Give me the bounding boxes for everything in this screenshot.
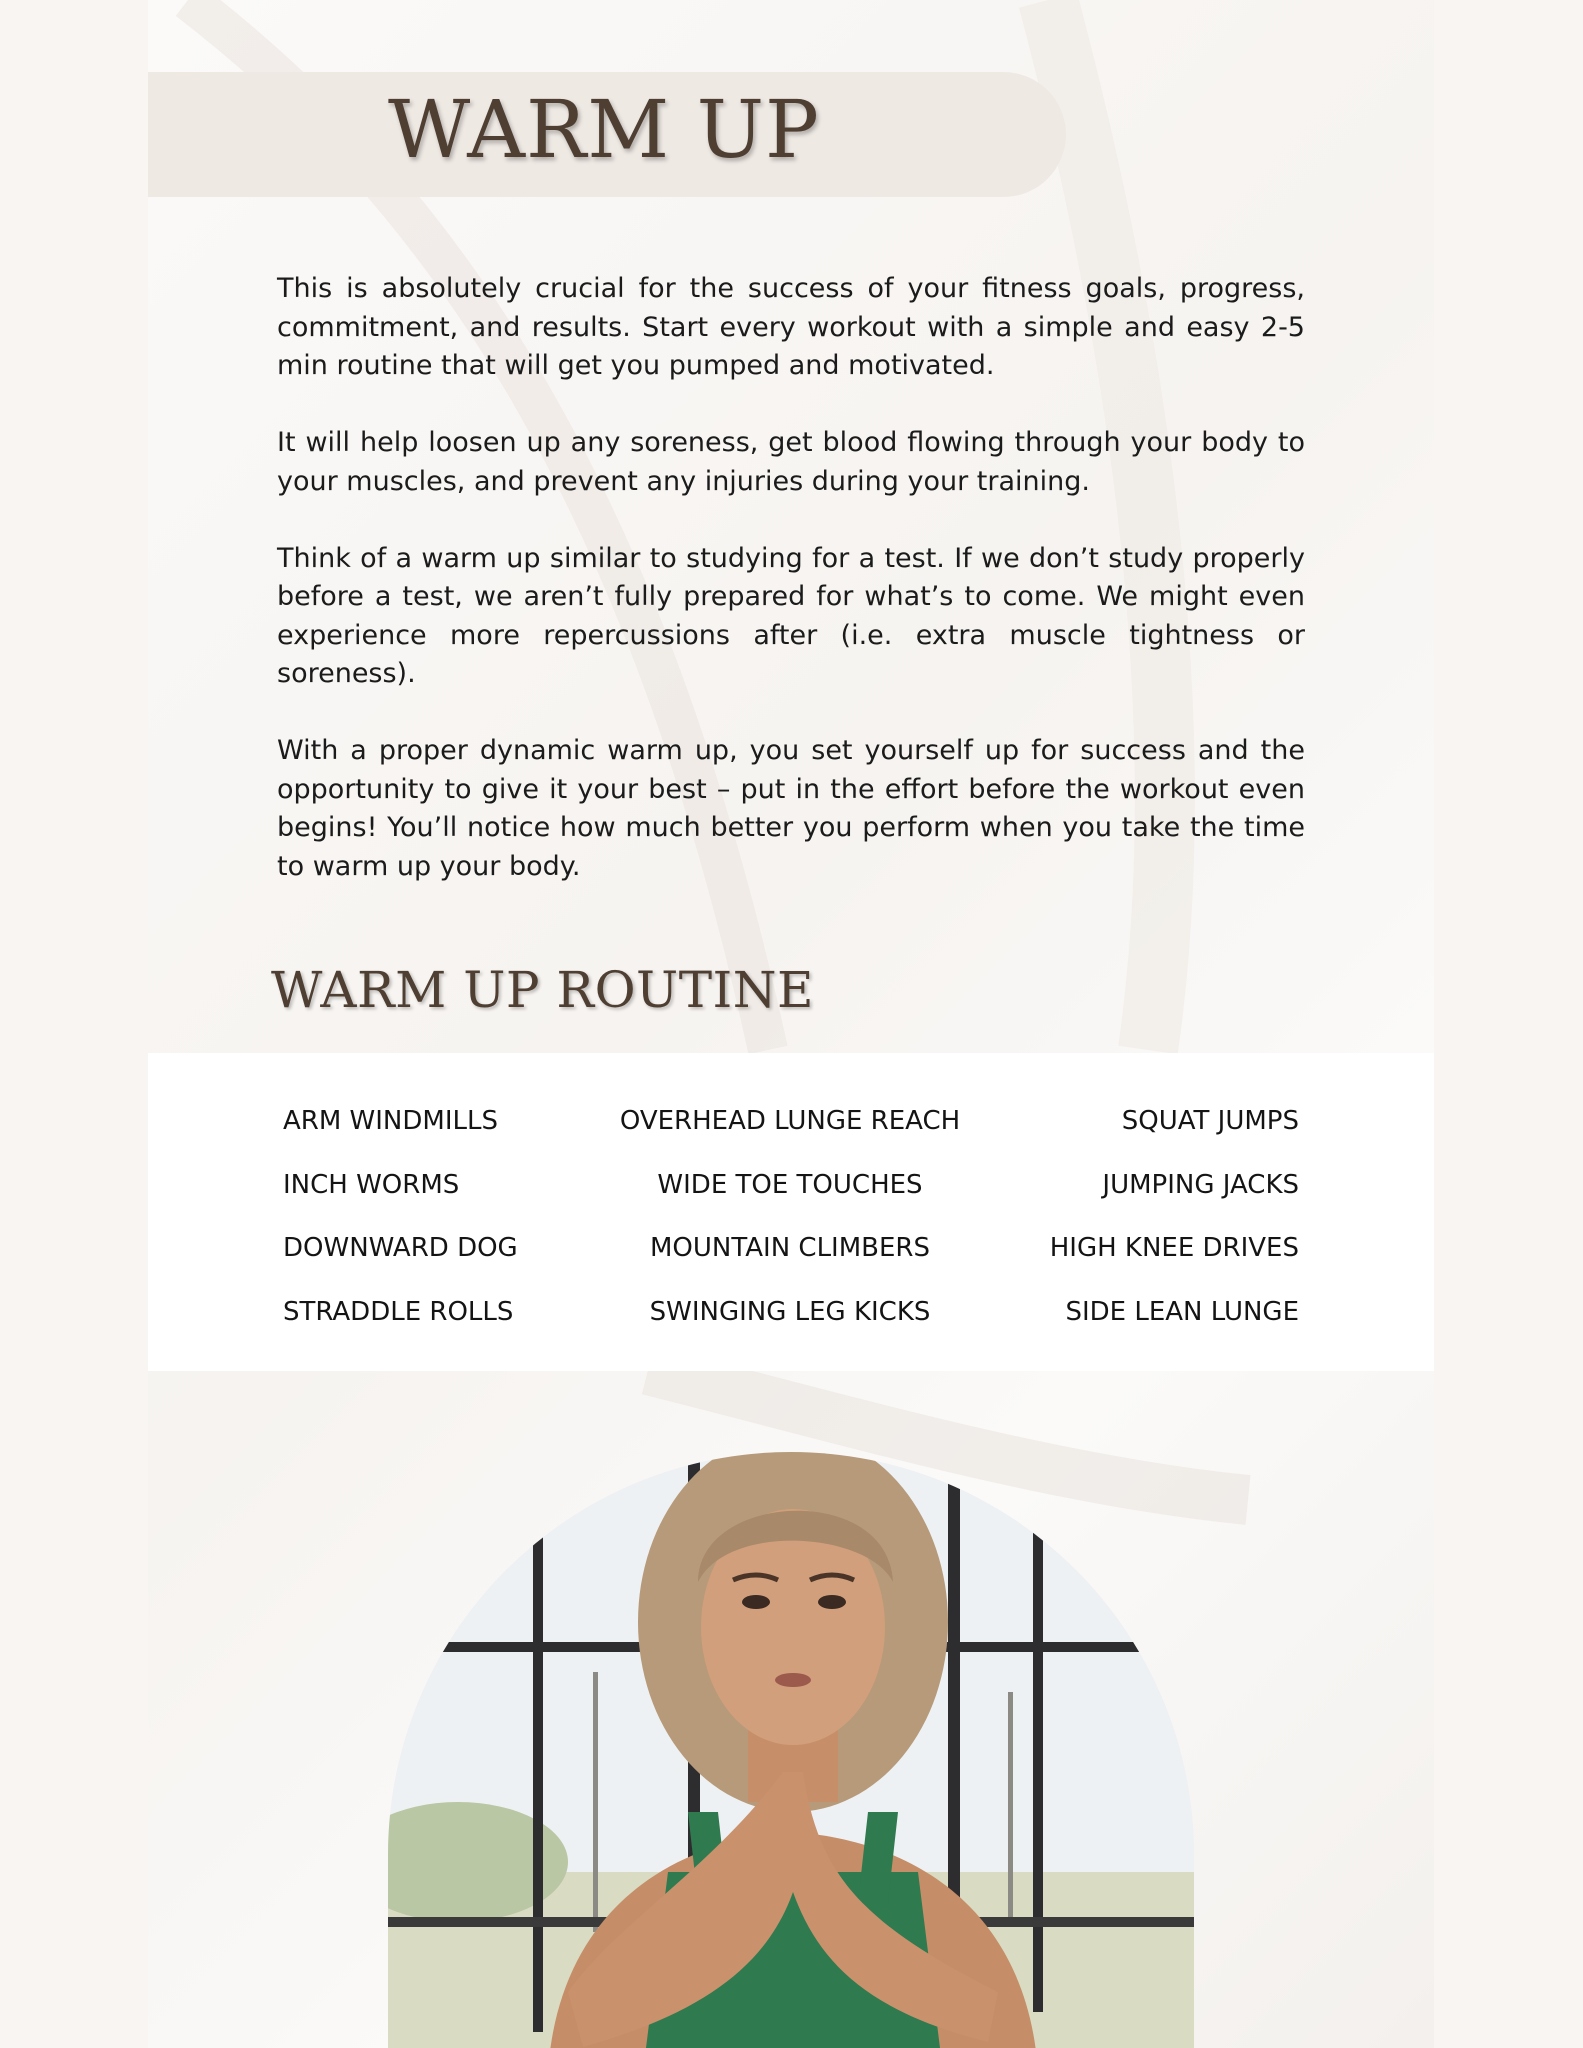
- routine-item: SWINGING LEG KICKS: [649, 1296, 931, 1327]
- routine-item: SIDE LEAN LUNGE: [1065, 1296, 1299, 1327]
- intro-paragraph-1: This is absolutely crucial for the success of your fitness goals, progress, commitment, and results. Start every workout with a simple and easy 2-5 min routine that will get you pumped and motivated.: [277, 273, 1305, 381]
- routine-item: SQUAT JUMPS: [1121, 1106, 1299, 1136]
- routine-item: MOUNTAIN CLIMBERS: [650, 1233, 930, 1263]
- page-title: WARM UP: [388, 83, 820, 176]
- routine-item: OVERHEAD LUNGE REACH: [619, 1106, 961, 1136]
- routine-item: INCH WORMS: [283, 1169, 460, 1200]
- routine-title: WARM UP ROUTINE: [271, 961, 815, 1019]
- intro-paragraph-3: Think of a warm up similar to studying for a test. If we don’t study properly before a test, we aren’t fully prepared for what’s to come. We might even experience more repercussions after (i.e. extra muscle tightness or soreness).: [277, 542, 1305, 689]
- routine-item: DOWNWARD DOG: [283, 1233, 518, 1263]
- intro-text: [277, 270, 1305, 925]
- routine-item: WIDE TOE TOUCHES: [657, 1169, 923, 1200]
- routine-item: STRADDLE ROLLS: [283, 1296, 514, 1327]
- intro-paragraph-4: With a proper dynamic warm up, you set yourself up for success and the opportunity to give it your best – put in the effort before the workout even begins! You’ll notice how much better you perform when you take the time to warm up your body.: [277, 735, 1305, 882]
- routine-column-middle: [580, 1090, 1000, 1344]
- routine-item: HIGH KNEE DRIVES: [1049, 1233, 1299, 1263]
- routine-item: JUMPING JACKS: [1102, 1169, 1299, 1200]
- routine-column-left: [283, 1090, 583, 1344]
- routine-column-right: [1000, 1090, 1299, 1344]
- intro-paragraph-2: It will help loosen up any soreness, get blood flowing through your body to your muscles, and prevent any injuries during your training.: [277, 427, 1305, 497]
- routine-item: ARM WINDMILLS: [283, 1106, 498, 1136]
